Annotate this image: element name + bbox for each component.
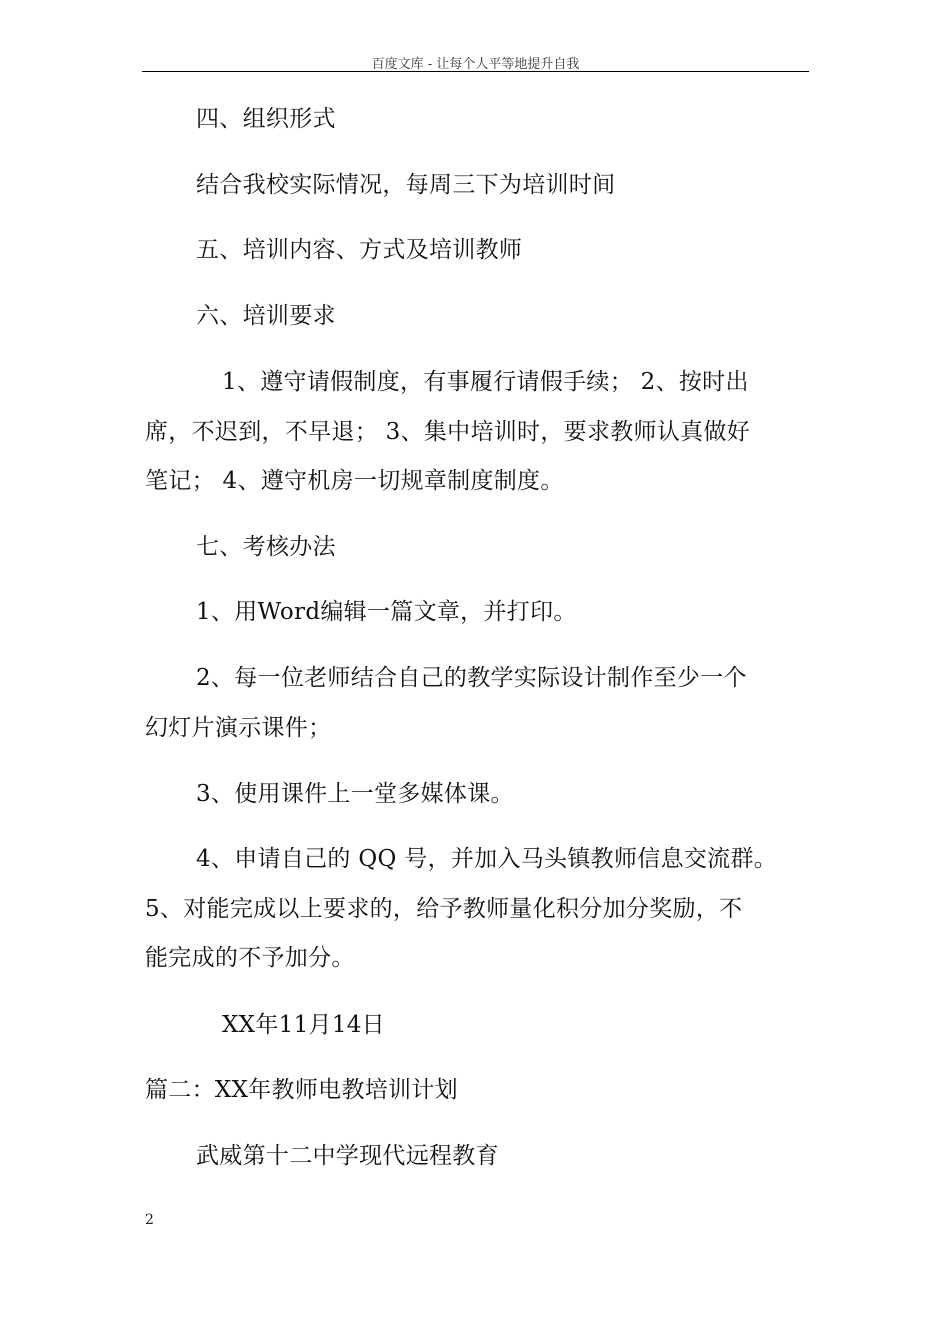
- assessment-item-5-line-1: 5、对能完成以上要求的，给予教师量化积分加分奖励，不: [145, 896, 743, 922]
- assessment-item-2-line-2: 幻灯片演示课件；: [145, 715, 332, 741]
- assessment-item-3: 3、使用课件上一堂多媒体课。: [196, 781, 514, 807]
- assessment-item-4: 4、申请自己的 QQ 号，并加入马头镇教师信息交流群。: [196, 846, 778, 872]
- paragraph-training-time: 结合我校实际情况，每周三下为培训时间: [196, 172, 616, 198]
- page-number: 2: [145, 1212, 154, 1228]
- assessment-item-1: 1、用Word编辑一篇文章，并打印。: [196, 599, 577, 625]
- assessment-item-5-line-2: 能完成的不予加分。: [145, 945, 355, 971]
- paragraph-requirements-line-2: 席，不迟到，不早退； 3、集中培训时，要求教师认真做好: [145, 419, 751, 445]
- paragraph-requirements-line-1: 1、遵守请假制度，有事履行请假手续； 2、按时出: [222, 369, 749, 395]
- section-heading-content: 五、培训内容、方式及培训教师: [196, 237, 523, 263]
- section-heading-assessment: 七、考核办法: [196, 534, 336, 560]
- document-header: 百度文库 - 让每个人平等地提升自我: [371, 57, 580, 72]
- assessment-item-2-line-1: 2、每一位老师结合自己的教学实际设计制作至少一个: [196, 665, 747, 691]
- school-name: 武威第十二中学现代远程教育: [196, 1143, 499, 1169]
- part-two-title: 篇二：XX年教师电教培训计划: [145, 1077, 458, 1103]
- section-heading-organization: 四、组织形式: [196, 106, 336, 132]
- header-divider: [142, 71, 809, 72]
- paragraph-requirements-line-3: 笔记； 4、遵守机房一切规章制度制度。: [145, 468, 564, 494]
- section-heading-requirements: 六、培训要求: [196, 303, 336, 329]
- document-date: XX年11月14日: [222, 1012, 385, 1038]
